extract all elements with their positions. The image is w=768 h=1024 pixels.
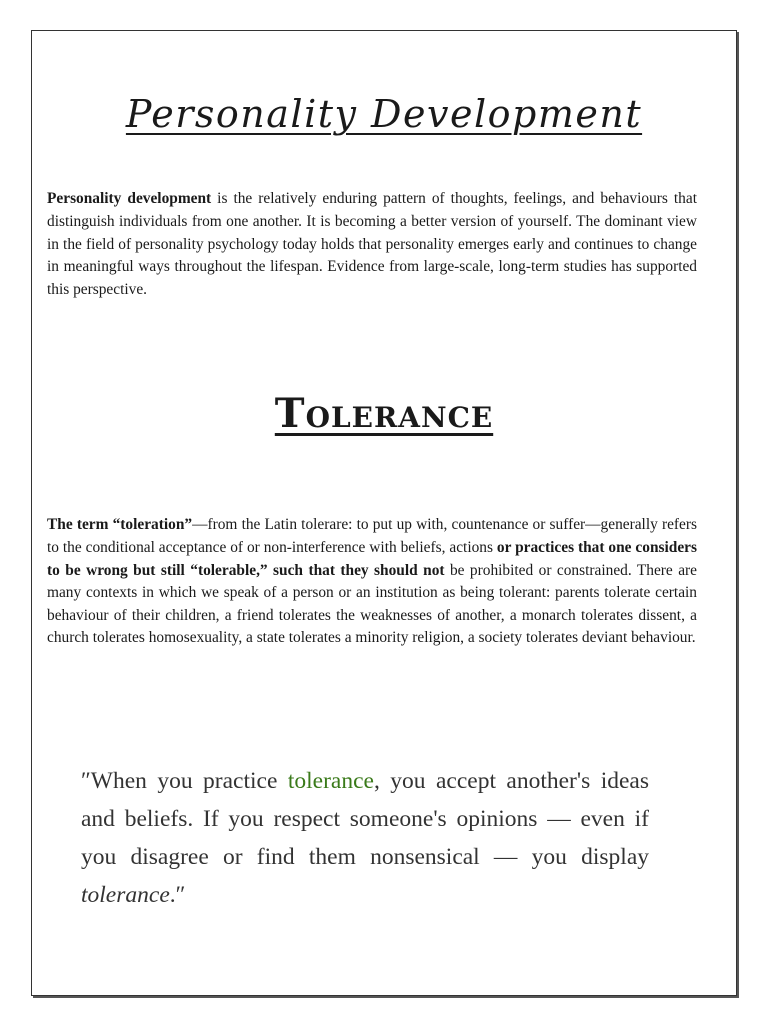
section-title-text: Tolerance (274, 390, 494, 437)
tolerance-text-3: be prohibited or constrained. There are many contexts in which we speak of a person or an institution as being tolerant: parents tolerate certain behaviour of their children, a friend tolerates the weaknesses of another, a monarch tolerates dissent, a church tolerates homosexuality, a state tolerates a minority religion, a society tolerates deviant behaviour. (47, 561, 697, 647)
section-title (0, 390, 768, 437)
intro-paragraph (47, 188, 697, 301)
quote-mid: , you accept another's ideas and beliefs. If you respect someone's opinions — even if you disagree or find them nonsensical — you display (81, 767, 649, 870)
quote-highlight-link[interactable]: tolerance (287, 767, 374, 794)
intro-body: is the relatively enduring pattern of thoughts, feelings, and behaviours that distinguish individuals from one another. It is becoming a better version of yourself. The dominant view in the field of personality psychology today holds that personality emerges early and continues to change in meaningful ways throughout the lifespan. Evidence from large-scale, long-term studies has supported this perspective. (47, 190, 697, 298)
page-title (0, 92, 768, 136)
quote-open: ″When you practice (81, 767, 288, 794)
tolerance-paragraph (47, 514, 697, 650)
tolerance-text-1: —from the Latin tolerare: to put up with, countenance or suffer—generally refers to the conditional acceptance of or non-interference with beliefs, actions (47, 516, 697, 556)
intro-lead: Personality development (47, 190, 212, 208)
tolerance-term: The term “toleration” (47, 516, 193, 534)
tolerance-text-2: or practices that one considers to be wrong but still “tolerable,” such that they should not (47, 538, 697, 579)
quote-block (81, 762, 649, 914)
page-title-text: Personality Development (125, 92, 643, 136)
quote-close: .″ (169, 881, 186, 908)
quote-emphasis: tolerance (81, 881, 170, 908)
